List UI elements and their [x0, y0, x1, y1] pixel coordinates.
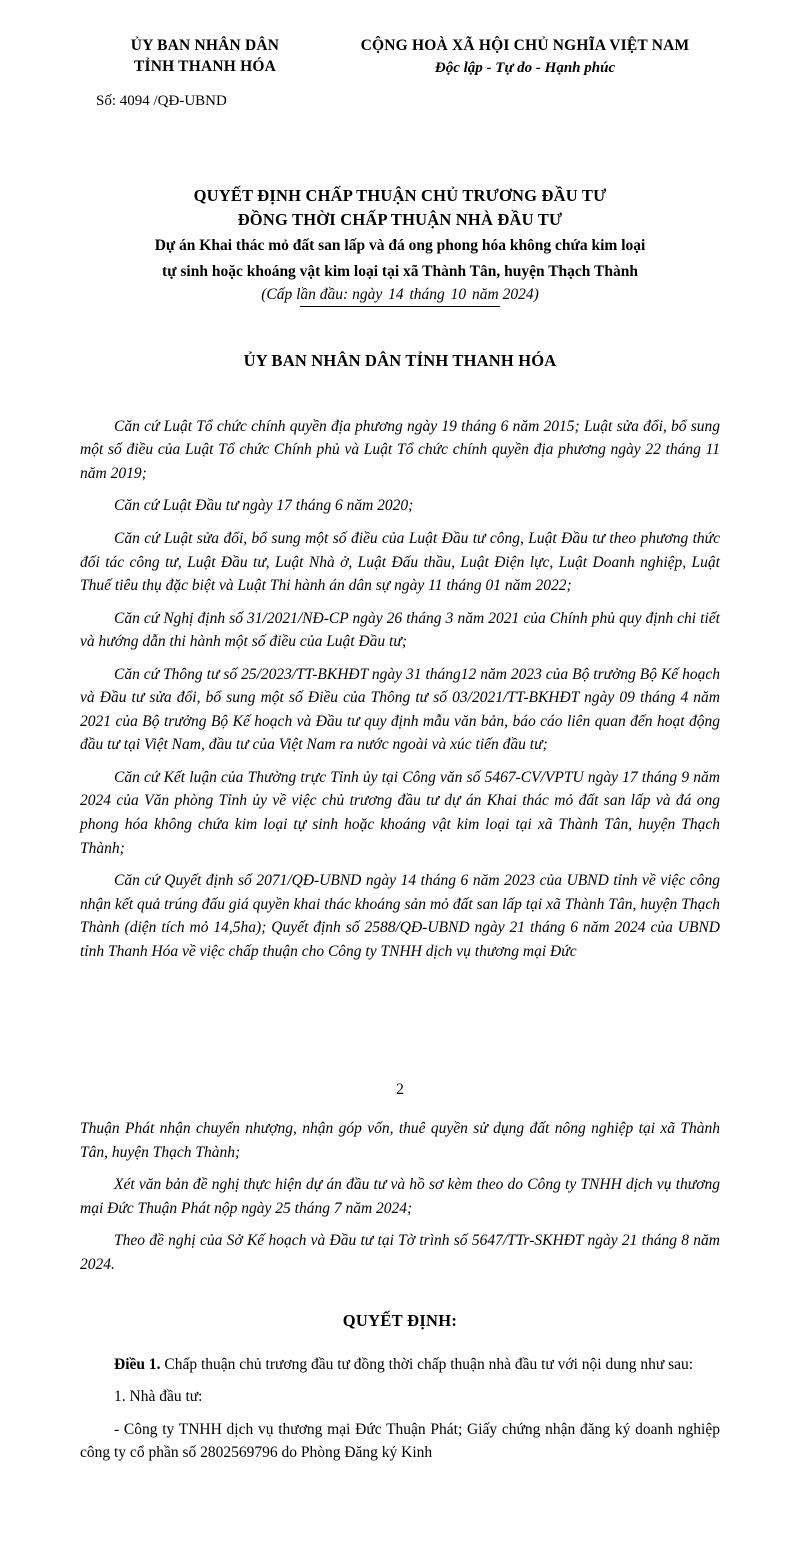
issue-date-day: 14 — [388, 285, 404, 303]
legal-basis-paragraph: Căn cứ Luật sửa đổi, bổ sung một số điều của Luật Đầu tư công, Luật Đầu tư theo phương thức đối tác công tư, Luật Đầu tư, Luật Nhà ở, Luật Đấu thầu, Luật Điện lực, Luật Doanh nghiệp, Luật Thuế tiêu thụ đặc biệt và Luật Thi hành án dân sự ngày 11 tháng 01 năm 2022; — [80, 529, 720, 595]
country-name: CỘNG HOÀ XÃ HỘI CHỦ NGHĨA VIỆT NAM — [360, 37, 690, 54]
issuing-authority — [80, 36, 330, 78]
document-header — [80, 36, 720, 79]
decision-issuer: ỦY BAN NHÂN DÂN TỈNH THANH HÓA — [243, 350, 557, 370]
article-1 — [80, 1353, 720, 1377]
authority-line-1: ỦY BAN NHÂN DÂN — [130, 37, 280, 54]
item-1-detail: - Công ty TNHH dịch vụ thương mại Đức Thuận Phát; Giấy chứng nhận đăng ký doanh nghiệp công ty cổ phần số 2802569796 do Phòng Đăng ký Kinh — [80, 1420, 720, 1462]
issue-date-line — [261, 286, 539, 307]
authority-line-2: TỈNH THANH HÓA — [133, 57, 277, 75]
legal-basis-paragraph: Căn cứ Nghị định số 31/2021/NĐ-CP ngày 26 tháng 3 năm 2021 của Chính phủ quy định chi tiết và hướng dẫn thi hành một số điều của Luật Đầu tư; — [80, 609, 720, 651]
page-number: 2 — [396, 1081, 404, 1099]
national-motto: Độc lập - Tự do - Hạnh phúc — [434, 59, 616, 76]
legal-basis-section — [80, 415, 720, 963]
article-1-label: Điều 1. — [114, 1355, 161, 1373]
legal-basis-paragraph: Căn cứ Kết luận của Thường trực Tỉnh ủy tại Công văn số 5467-CV/VPTU ngày 17 tháng 9 năm 2024 của Văn phòng Tỉnh ủy về việc chủ trương đầu tư dự án Khai thác mỏ đất san lấp và đá ong phong hóa không chứa kim loại tự sinh hoặc khoáng vật kim loại tại xã Thành Tân, huyện Thạch Thành; — [80, 768, 720, 857]
project-name-line-2: tự sinh hoặc khoáng vật kim loại tại xã Thành Tân, huyện Thạch Thành — [162, 262, 638, 280]
document-content — [80, 36, 720, 1465]
page2-section — [80, 1117, 720, 1464]
national-heading — [330, 36, 720, 79]
issue-date-month-label: tháng — [409, 285, 445, 303]
project-name-line-1: Dự án Khai thác mỏ đất san lấp và đá ong phong hóa không chứa kim loại — [154, 237, 646, 255]
legal-basis-paragraph: Căn cứ Quyết định số 2071/QĐ-UBND ngày 14 tháng 6 năm 2023 của UBND tỉnh về việc công nhận kết quả trúng đấu giá quyền khai thác khoáng sản mỏ đất san lấp tại xã Thành Tân, huyện Thạch Thành (diện tích mỏ 14,5ha); Quyết định số 2588/QĐ-UBND ngày 21 tháng 6 năm 2024 của UBND tỉnh Thanh Hóa về việc chấp thuận cho Công ty TNHH dịch vụ thương mại Đức — [80, 872, 720, 960]
legal-basis-paragraph: Căn cứ Luật Đầu tư ngày 17 tháng 6 năm 2020; — [114, 497, 414, 515]
legal-basis-paragraph: Căn cứ Thông tư số 25/2023/TT-BKHĐT ngày 31 tháng12 năm 2023 của Bộ trưởng Bộ Kế hoạch và Đầu tư sửa đổi, bổ sung một số Điều của Thông tư số 03/2021/TT-BKHĐT ngày 09 tháng 4 năm 2021 của Bộ trưởng Bộ Kế hoạch và Đầu tư quy định mẫu văn bản, báo cáo liên quan đến hoạt động đầu tư tại Việt Nam, đầu tư của Việt Nam ra nước ngoài và xúc tiến đầu tư; — [80, 665, 720, 754]
decision-title-line-2: ĐỒNG THỜI CHẤP THUẬN NHÀ ĐẦU TƯ — [237, 210, 563, 230]
issue-date-prefix: (Cấp lần đầu: ngày — [261, 285, 383, 303]
decide-heading: QUYẾT ĐỊNH: — [342, 1310, 458, 1330]
decision-title-line-1: QUYẾT ĐỊNH CHẤP THUẬN CHỦ TRƯƠNG ĐẦU TƯ — [193, 186, 607, 206]
continued-paragraph: Thuận Phát nhận chuyển nhượng, nhận góp vốn, thuê quyền sử dụng đất nông nghiệp tại xã Thành Tân, huyện Thạch Thành; — [80, 1120, 720, 1161]
legal-basis-paragraph: Theo đề nghị của Sở Kế hoạch và Đầu tư tại Tờ trình số 5647/TTr-SKHĐT ngày 21 tháng 8 năm 2024. — [80, 1232, 720, 1273]
item-1-heading: 1. Nhà đầu tư: — [114, 1388, 203, 1406]
legal-basis-paragraph: Căn cứ Luật Tổ chức chính quyền địa phương ngày 19 tháng 6 năm 2015; Luật sửa đổi, bổ sung một số điều của Luật Tổ chức Chính phủ và Luật Tổ chức chính quyền địa phương ngày 22 tháng 11 năm 2019; — [80, 417, 720, 482]
title-block — [80, 184, 720, 306]
date-underline — [300, 306, 500, 307]
issue-date-year: năm 2024) — [472, 285, 539, 303]
issue-date-month: 10 — [450, 285, 467, 303]
article-1-text: Chấp thuận chủ trương đầu tư đồng thời chấp thuận nhà đầu tư với nội dung như sau: — [160, 1355, 694, 1373]
legal-basis-paragraph: Xét văn bản đề nghị thực hiện dự án đầu tư và hồ sơ kèm theo do Công ty TNHH dịch vụ thương mại Đức Thuận Phát nộp ngày 25 tháng 7 năm 2024; — [80, 1176, 720, 1217]
document-number: Số: 4094 /QĐ-UBND — [96, 93, 227, 110]
